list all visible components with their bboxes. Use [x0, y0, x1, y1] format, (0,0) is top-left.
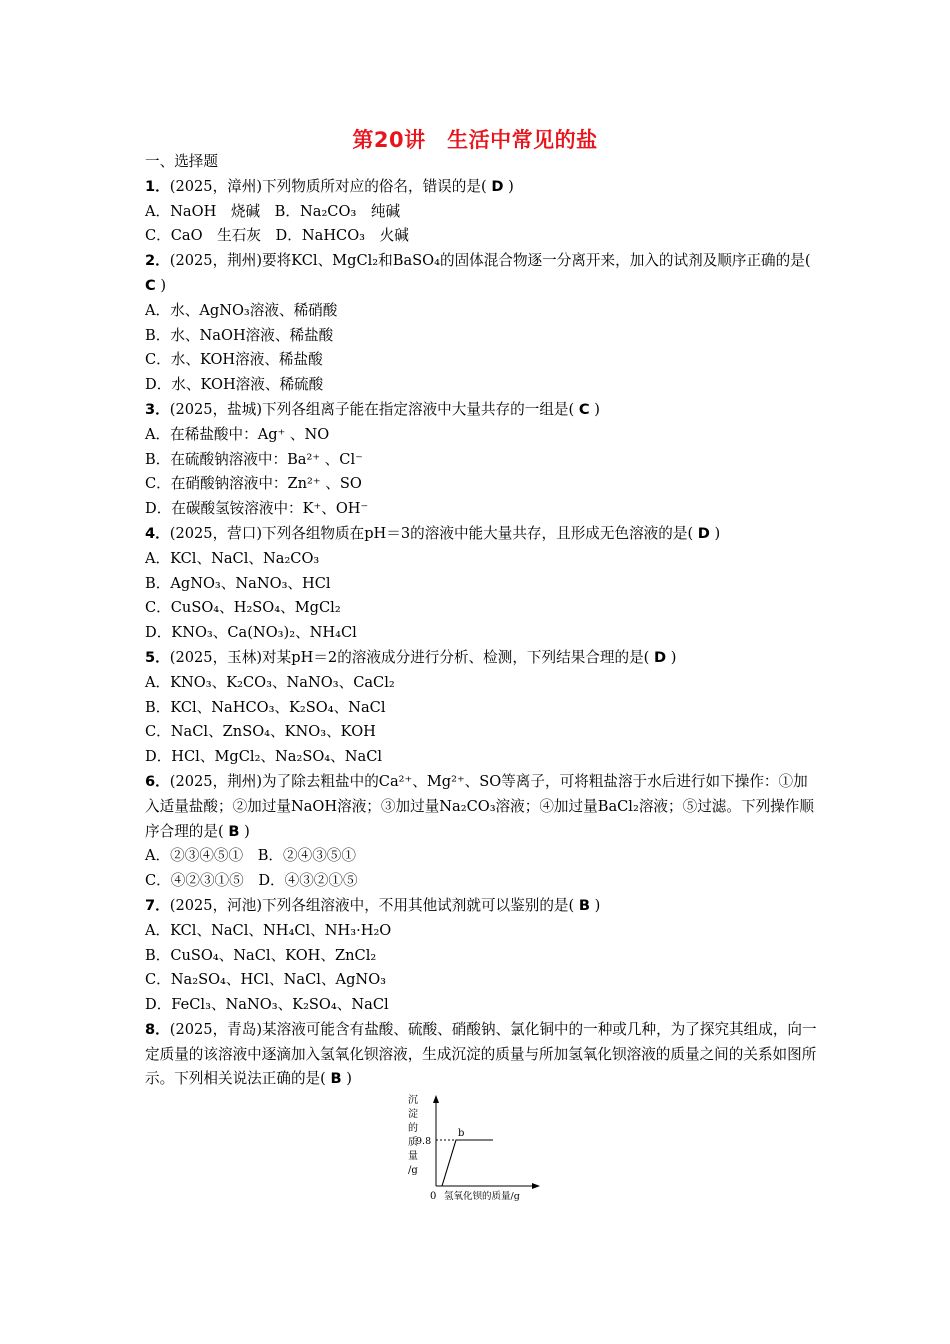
answer-letter: D — [491, 177, 504, 195]
precipitate-graph — [398, 1093, 558, 1208]
option-line: C．CuSO₄、H₂SO₄、MgCl₂ — [145, 599, 341, 617]
option-line: A．②③④⑤① B．②④③⑤① — [145, 847, 356, 865]
questions-container — [145, 175, 820, 1092]
option-line: A．KCl、NaCl、Na₂CO₃ — [145, 549, 320, 567]
point-label: b — [458, 1128, 465, 1139]
question-text: (2025，荆州)为了除去粗盐中的Ca²⁺、Mg²⁺、SO等离子，可将粗盐溶于水后进行如下操作：①加入适量盐酸；②加过量NaOH溶液；③加过量Na₂CO₃溶液；④加过量BaCl₂溶液；⑤过滤。下列操作顺序合理的是( — [145, 772, 814, 840]
option-line: B．KCl、NaHCO₃、K₂SO₄、NaCl — [145, 698, 386, 716]
answer-letter: B — [578, 896, 590, 914]
ylabel-char: /g — [408, 1165, 418, 1176]
precipitate-curve — [442, 1140, 493, 1186]
option-line: A．NaOH 烧碱 B．Na₂CO₃ 纯碱 — [145, 202, 401, 220]
question-stem — [145, 175, 820, 200]
question-number: 6． — [145, 772, 170, 790]
ylabel-char: 的 — [408, 1123, 418, 1134]
question-stem — [145, 249, 820, 299]
section-heading: 一、选择题 — [145, 153, 218, 170]
option-line: B．CuSO₄、NaCl、KOH、ZnCl₂ — [145, 946, 377, 964]
option-line: B．在硫酸钠溶液中：Ba²⁺ 、Cl⁻ — [145, 450, 363, 468]
page-title: 第20讲 生活中常见的盐 — [352, 128, 598, 152]
ylabel-char: 质 — [408, 1137, 418, 1148]
question-number: 2． — [145, 252, 170, 270]
option-line: A．水、AgNO₃溶液、稀硝酸 — [145, 301, 338, 319]
question-number: 3． — [145, 400, 170, 418]
question-text-end: ) — [714, 524, 721, 542]
question-stem — [145, 770, 820, 844]
question-text-end: ) — [160, 276, 167, 294]
y-tick-label: 9.8 — [416, 1136, 432, 1147]
question-number: 5． — [145, 648, 170, 666]
option-line: D．水、KOH溶液、稀硫酸 — [145, 376, 324, 394]
question-text-end: ) — [594, 896, 601, 914]
question-stem — [145, 894, 820, 919]
option-line: D．在碳酸氢铵溶液中：K⁺、OH⁻ — [145, 500, 369, 518]
ylabel-char: 淀 — [408, 1109, 418, 1120]
answer-letter: C — [145, 276, 156, 294]
option-line: C．CaO 生石灰 D．NaHCO₃ 火碱 — [145, 227, 409, 245]
option-line: B．水、NaOH溶液、稀盐酸 — [145, 326, 334, 344]
question-text: (2025，漳州)下列物质所对应的俗名，错误的是( — [169, 177, 487, 195]
option-line: A．KNO₃、K₂CO₃、NaNO₃、CaCl₂ — [145, 673, 395, 691]
origin-label: 0 — [430, 1191, 437, 1202]
y-axis-arrow — [433, 1095, 439, 1103]
option-line: B．AgNO₃、NaNO₃、HCl — [145, 574, 331, 592]
question-number: 4． — [145, 524, 170, 542]
question-number: 7． — [145, 896, 170, 914]
question-text: (2025，玉林)对某pH＝2的溶液成分进行分析、检测，下列结果合理的是( — [169, 648, 650, 666]
x-axis-arrow — [532, 1183, 540, 1189]
option-line: C．在硝酸钠溶液中：Zn²⁺ 、SO — [145, 475, 362, 493]
ylabel-char: 沉 — [408, 1095, 418, 1106]
option-line: D．HCl、MgCl₂、Na₂SO₄、NaCl — [145, 748, 383, 766]
question-stem — [145, 522, 820, 547]
question-text-end: ) — [346, 1070, 352, 1088]
question-number: 8． — [145, 1020, 170, 1038]
question-text-end: ) — [594, 400, 600, 418]
option-line: C．水、KOH溶液、稀盐酸 — [145, 351, 323, 369]
answer-letter: B — [330, 1070, 342, 1088]
graph-svg — [398, 1093, 558, 1208]
question-list — [145, 150, 820, 1092]
question-number: 1． — [145, 177, 170, 195]
question-stem — [145, 1018, 820, 1092]
question-text-end: ) — [244, 822, 250, 840]
question-stem — [145, 646, 820, 671]
option-line: A．在稀盐酸中：Ag⁺ 、NO — [145, 425, 330, 443]
option-line: D．FeCl₃、NaNO₃、K₂SO₄、NaCl — [145, 996, 389, 1014]
answer-letter: D — [654, 648, 667, 666]
question-text: (2025，盐城)下列各组离子能在指定溶液中大量共存的一组是( — [169, 400, 575, 418]
option-line: C．Na₂SO₄、HCl、NaCl、AgNO₃ — [145, 971, 387, 989]
question-text: (2025，荆州)要将KCl、MgCl₂和BaSO₄的固体混合物逐一分离开来，加入的试剂及顺序正确的是( — [169, 252, 811, 270]
answer-letter: B — [228, 822, 240, 840]
question-text-end: ) — [670, 648, 677, 666]
option-line: C．NaCl、ZnSO₄、KNO₃、KOH — [145, 723, 376, 741]
question-stem — [145, 398, 820, 423]
option-line: A．KCl、NaCl、NH₄Cl、NH₃·H₂O — [145, 921, 392, 939]
x-axis-label: 氢氧化钡的质量/g — [444, 1191, 520, 1202]
option-line: D．KNO₃、Ca(NO₃)₂、NH₄Cl — [145, 624, 357, 642]
question-text-end: ) — [508, 177, 514, 195]
question-text: (2025，青岛)某溶液可能含有盐酸、硫酸、硝酸钠、氯化铜中的一种或几种，为了探究其组成，向一定质量的该溶液中逐滴加入氢氧化钡溶液，生成沉淀的质量与所加氢氧化钡溶液的质量之间的关系如图所示。下列相关说法正确的是( — [145, 1020, 817, 1088]
option-line: C．④②③①⑤ D．④③②①⑤ — [145, 872, 358, 890]
answer-letter: D — [697, 524, 710, 542]
question-text: (2025，营口)下列各组物质在pH＝3的溶液中能大量共存，且形成无色溶液的是( — [169, 524, 694, 542]
question-text: (2025，河池)下列各组溶液中，不用其他试剂就可以鉴别的是( — [169, 896, 575, 914]
ylabel-char: 量 — [408, 1151, 418, 1162]
answer-letter: C — [578, 400, 590, 418]
